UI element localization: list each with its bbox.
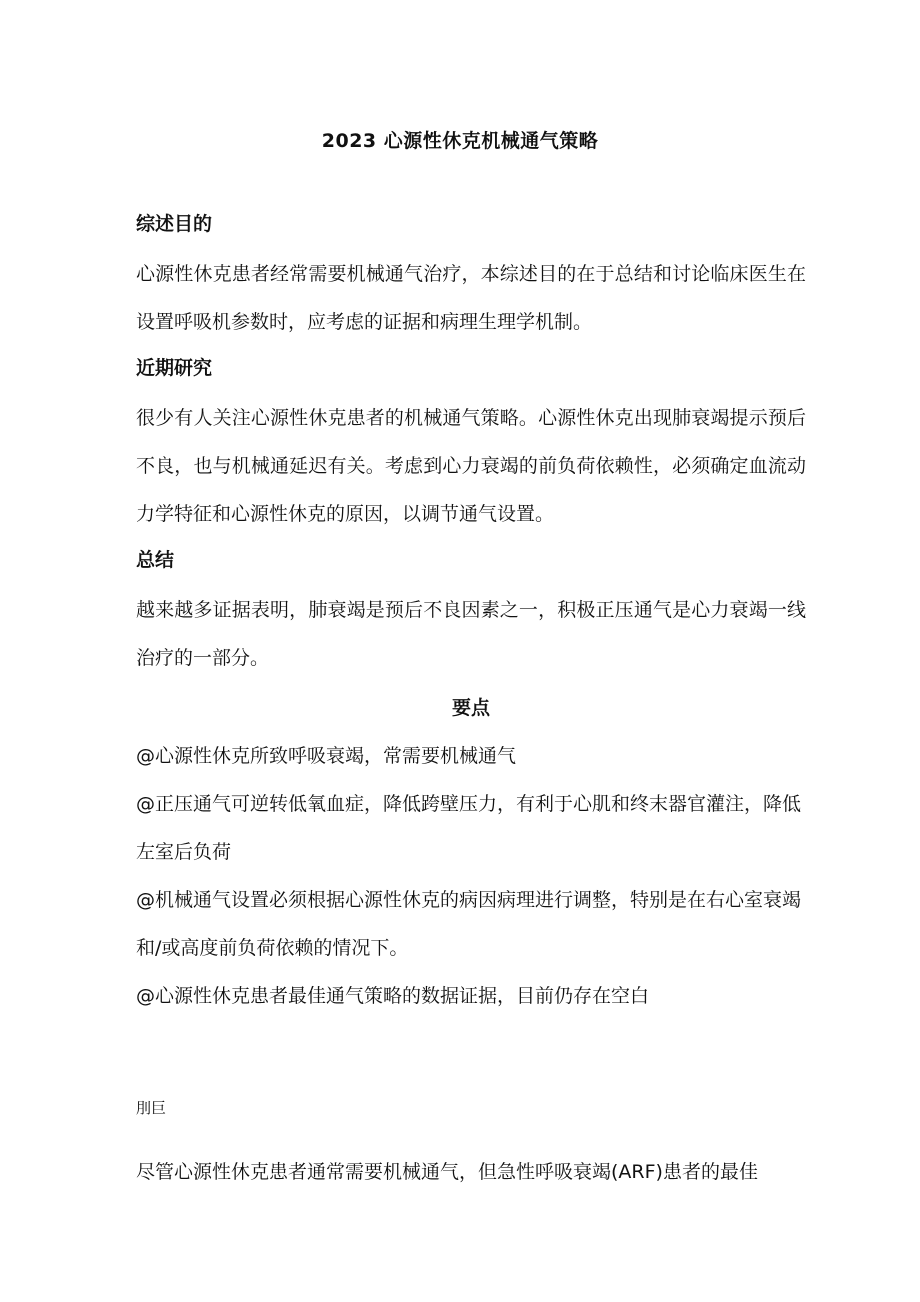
key-point-item: @机械通气设置必须根据心源性休克的病因病理进行调整，特别是在右心室衰竭和/或高度前负荷依赖的情况下。 [136, 889, 802, 959]
key-points [136, 684, 806, 1020]
key-points-heading: 要点 [451, 697, 490, 719]
body-paragraph: 尽管心源性休克患者通常需要机械通气，但急性呼吸衰竭(ARF)患者的最佳 [136, 1161, 758, 1183]
section-recent-research [136, 348, 806, 538]
section-heading: 综述目的 [136, 213, 213, 235]
document-title: 2023 心源性休克机械通气策略 [321, 130, 599, 152]
section-text: 心源性休克患者经常需要机械通气治疗，本综述目的在于总结和讨论临床医生在设置呼吸机参数时，应考虑的证据和病理生理学机制。 [136, 263, 806, 333]
key-point-item: @心源性休克患者最佳通气策略的数据证据，目前仍存在空白 [136, 985, 650, 1007]
section-summary [136, 540, 806, 682]
section-text: 越来越多证据表明，肺衰竭是预后不良因素之一，积极正压通气是心力衰竭一线治疗的一部分。 [136, 599, 806, 669]
section-text: 很少有人关注心源性休克患者的机械通气策略。心源性休克出现肺衰竭提示预后不良，也与机械通延迟有关。考虑到心力衰竭的前负荷依赖性，必须确定血流动力学特征和心源性休克的原因，以调节通气设置。 [136, 407, 806, 525]
section-review-purpose [136, 204, 806, 346]
key-point-item: @心源性休克所致呼吸衰竭，常需要机械通气 [136, 745, 517, 767]
section-heading: 近期研究 [136, 357, 213, 379]
section-heading: 总结 [136, 549, 175, 571]
document-body [136, 204, 806, 1196]
key-point-item: @正压通气可逆转低氧血症，降低跨壁压力，有利于心肌和终末器官灌注，降低左室后负荷 [136, 793, 802, 863]
section-note: 刖巨 [136, 1099, 167, 1117]
